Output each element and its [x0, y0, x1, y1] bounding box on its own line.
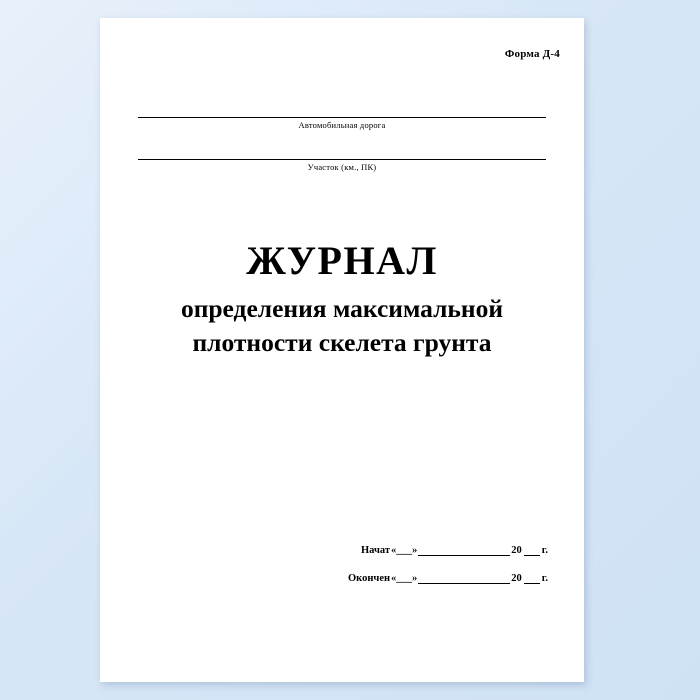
footer-start-year-suffix: г.: [541, 545, 548, 556]
footer-end-day-placeholder[interactable]: «___»: [391, 573, 418, 584]
field-section-caption: Участок (км., ПК): [307, 162, 377, 172]
footer-start-year-prefix: 20: [511, 545, 522, 556]
form-code-label: Форма Д-4: [504, 48, 560, 60]
footer-row-end: [100, 572, 584, 584]
footer-end-year-line[interactable]: [524, 572, 540, 584]
field-road-line[interactable]: [138, 103, 546, 118]
footer-end-year-suffix: г.: [541, 573, 548, 584]
field-road-caption: Автомобильная дорога: [298, 120, 386, 130]
footer-start-year-line[interactable]: [524, 544, 540, 556]
document-page: [100, 18, 584, 682]
footer-start-day-placeholder[interactable]: «___»: [391, 545, 418, 556]
title-sub-line-2: плотности скелета грунта: [192, 327, 492, 357]
field-section-line[interactable]: [138, 145, 546, 160]
field-road: [138, 103, 546, 130]
footer-end-year-prefix: 20: [511, 573, 522, 584]
footer-end-label: Окончен: [348, 573, 391, 584]
footer-start-label: Начат: [360, 545, 391, 556]
field-section: [138, 145, 546, 172]
document-title: [100, 240, 584, 360]
footer-end-month-line[interactable]: [418, 572, 510, 584]
footer-row-start: [100, 544, 584, 556]
title-main: ЖУРНАЛ: [246, 238, 438, 283]
footer-start-month-line[interactable]: [418, 544, 510, 556]
title-sub-line-1: определения максимальной: [180, 294, 504, 323]
document-footer: [100, 544, 584, 600]
